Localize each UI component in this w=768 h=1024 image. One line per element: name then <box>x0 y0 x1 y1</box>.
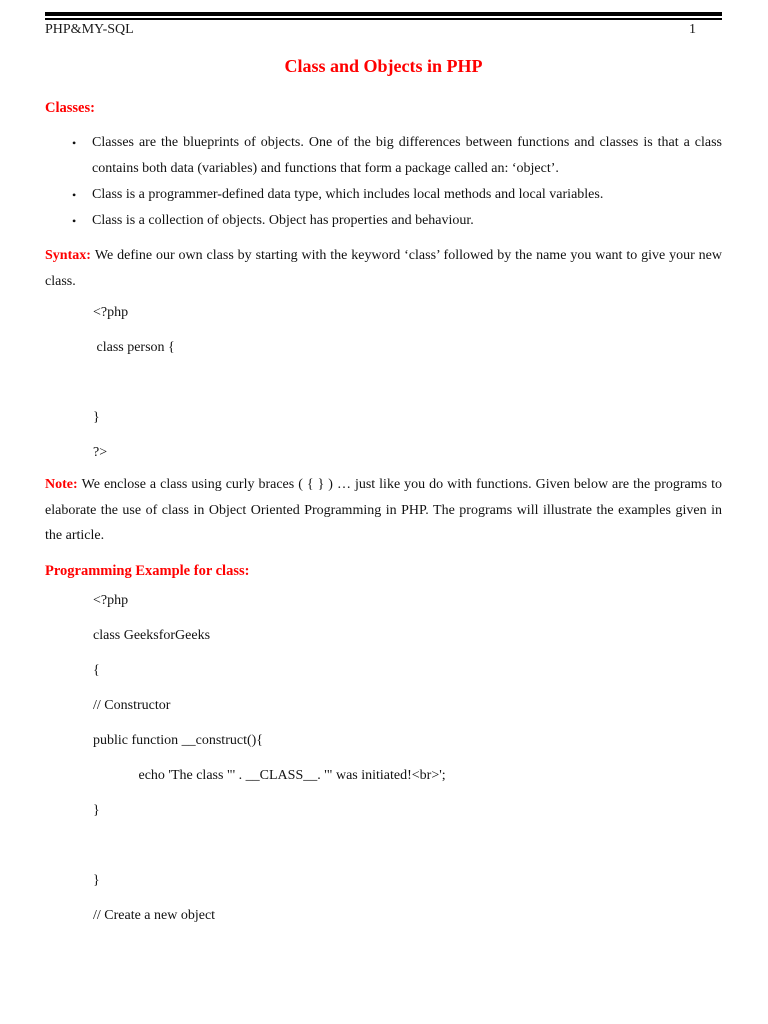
list-item <box>72 182 722 208</box>
bullet-icon: • <box>72 188 77 202</box>
page-header <box>45 21 722 38</box>
code-line: ?> <box>93 445 108 460</box>
code-line: public function __construct(){ <box>93 732 264 748</box>
bullet-text: Class is a collection of objects. Object has properties and behaviour. <box>92 213 474 228</box>
syntax-text: We define our own class by starting with the keyword ‘class’ followed by the name you want to give your new class. <box>45 248 722 289</box>
code-line: <?php <box>93 592 129 608</box>
list-item <box>72 208 722 234</box>
header-page-number: 1 <box>689 22 696 37</box>
bullet-text: Class is a programmer-defined data type, which includes local methods and local variables. <box>92 187 604 202</box>
code-line: } <box>93 872 100 888</box>
list-item <box>72 130 722 182</box>
code-line: class person { <box>93 340 175 355</box>
note-paragraph <box>45 472 722 549</box>
syntax-paragraph <box>45 243 722 295</box>
bullet-text: Classes are the blueprints of objects. One of the big differences between functions and classes is that a class contains both data (variables) and functions that form a package called an: ‘object’. <box>92 135 722 176</box>
code-line: // Constructor <box>93 697 171 713</box>
code-line: } <box>93 410 100 425</box>
code-line: { <box>93 662 100 678</box>
header-document-title: PHP&MY-SQL <box>45 22 134 37</box>
bullet-icon: • <box>72 136 77 150</box>
example-code-block <box>45 583 722 933</box>
syntax-label: Syntax: <box>45 248 91 263</box>
syntax-code-block <box>45 295 722 470</box>
code-line: // Create a new object <box>93 907 216 923</box>
bullet-icon: • <box>72 214 77 228</box>
classes-heading: Classes: <box>45 100 95 116</box>
header-rule-thin <box>45 18 722 20</box>
code-line <box>93 828 722 863</box>
programming-example-heading: Programming Example for class: <box>45 562 250 579</box>
code-line: } <box>93 802 100 818</box>
code-line: <?php <box>93 305 129 320</box>
code-line: class GeeksforGeeks <box>93 627 211 643</box>
note-text: We enclose a class using curly braces ( { } ) … just like you do with functions. Given below are the programs to elaborate the use of class in Object Oriented Programming in PHP. The programs will illustrate the examples given in the article. <box>45 477 722 543</box>
note-label: Note: <box>45 477 78 492</box>
code-line <box>93 365 722 400</box>
page-title: Class and Objects in PHP <box>284 56 483 76</box>
header-rule-thick <box>45 12 722 16</box>
code-line: echo 'The class "' . __CLASS__. '" was initiated!<br>'; <box>93 767 446 783</box>
classes-bullet-list <box>45 130 722 234</box>
